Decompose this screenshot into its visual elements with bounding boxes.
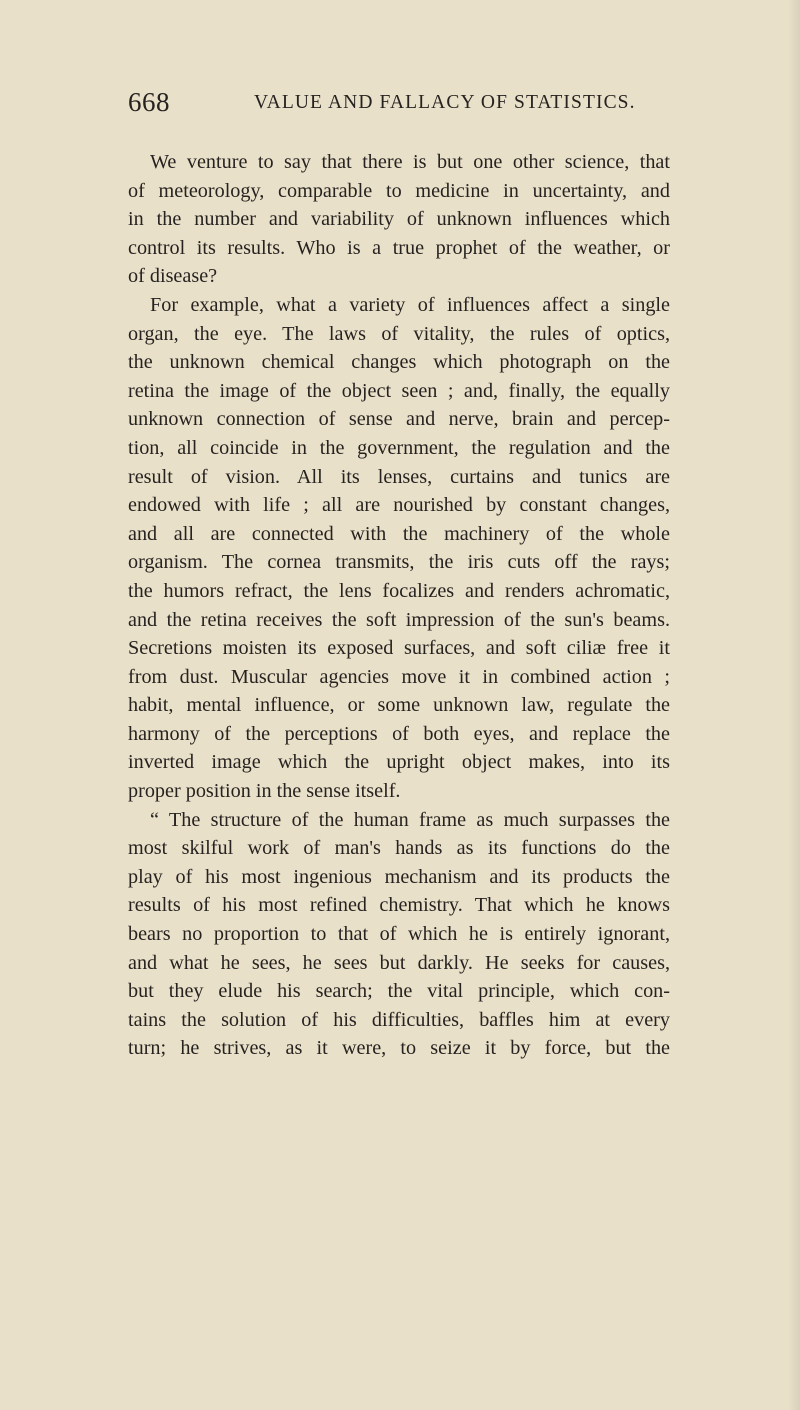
text-line: play of his most ingenious mechanism and its products the [128, 865, 670, 888]
text-line: and the retina receives the soft impression of the sun's beams. [128, 608, 670, 631]
text-line: tains the solution of his difficulties, baffles him at every [128, 1008, 670, 1031]
text-line: proper position in the sense itself. [128, 780, 401, 803]
text-line: result of vision. All its lenses, curtains and tunics are [128, 465, 670, 488]
text-line: control its results. Who is a true prophet of the weather, or [128, 236, 670, 259]
text-line: turn; he strives, as it were, to seize it by force, but the [128, 1037, 670, 1060]
page-edge-shadow [788, 0, 800, 1410]
text-line: endowed with life ; all are nourished by constant changes, [128, 494, 670, 517]
text-line: results of his most refined chemistry. That which he knows [128, 894, 670, 917]
text-line: most skilful work of man's hands as its functions do the [128, 837, 670, 860]
text-line: harmony of the perceptions of both eyes, and replace the [128, 722, 670, 745]
text-line: in the number and variability of unknown influences which [128, 208, 670, 231]
text-line: from dust. Muscular agencies move it in combined action ; [128, 665, 670, 688]
text-line: organism. The cornea transmits, the iris cuts off the rays; [128, 551, 670, 574]
text-line: habit, mental influence, or some unknown law, regulate the [128, 694, 670, 717]
text-line: the unknown chemical changes which photograph on the [128, 351, 670, 374]
text-line: and all are connected with the machinery of the whole [128, 522, 670, 545]
text-line: and what he sees, he sees but darkly. He seeks for causes, [128, 951, 670, 974]
text-line: retina the image of the object seen ; and, finally, the equally [128, 379, 670, 402]
text-line: tion, all coincide in the government, the regulation and the [128, 436, 670, 459]
text-line: unknown connection of sense and nerve, brain and percep- [128, 408, 670, 431]
running-title: VALUE AND FALLACY OF STATISTICS. [254, 92, 636, 113]
text-line: “ The structure of the human frame as much surpasses the [150, 808, 670, 831]
running-head [128, 86, 668, 118]
text-line: but they elude his search; the vital principle, which con- [128, 980, 670, 1003]
text-line: We venture to say that there is but one other science, that [150, 151, 670, 173]
text-line: Secretions moisten its exposed surfaces, and soft ciliæ free it [128, 637, 670, 660]
text-line: of meteorology, comparable to medicine in uncertainty, and [128, 179, 670, 202]
text-line: inverted image which the upright object makes, into its [128, 751, 670, 774]
text-line: of disease? [128, 265, 218, 288]
body-text [128, 148, 670, 1063]
page-number: 668 [128, 87, 170, 117]
text-line: For example, what a variety of influences affect a single [150, 293, 670, 316]
text-line: bears no proportion to that of which he is entirely ignorant, [128, 923, 670, 946]
text-line: organ, the eye. The laws of vitality, the rules of optics, [128, 322, 670, 345]
text-line: the humors refract, the lens focalizes and renders achromatic, [128, 579, 670, 602]
